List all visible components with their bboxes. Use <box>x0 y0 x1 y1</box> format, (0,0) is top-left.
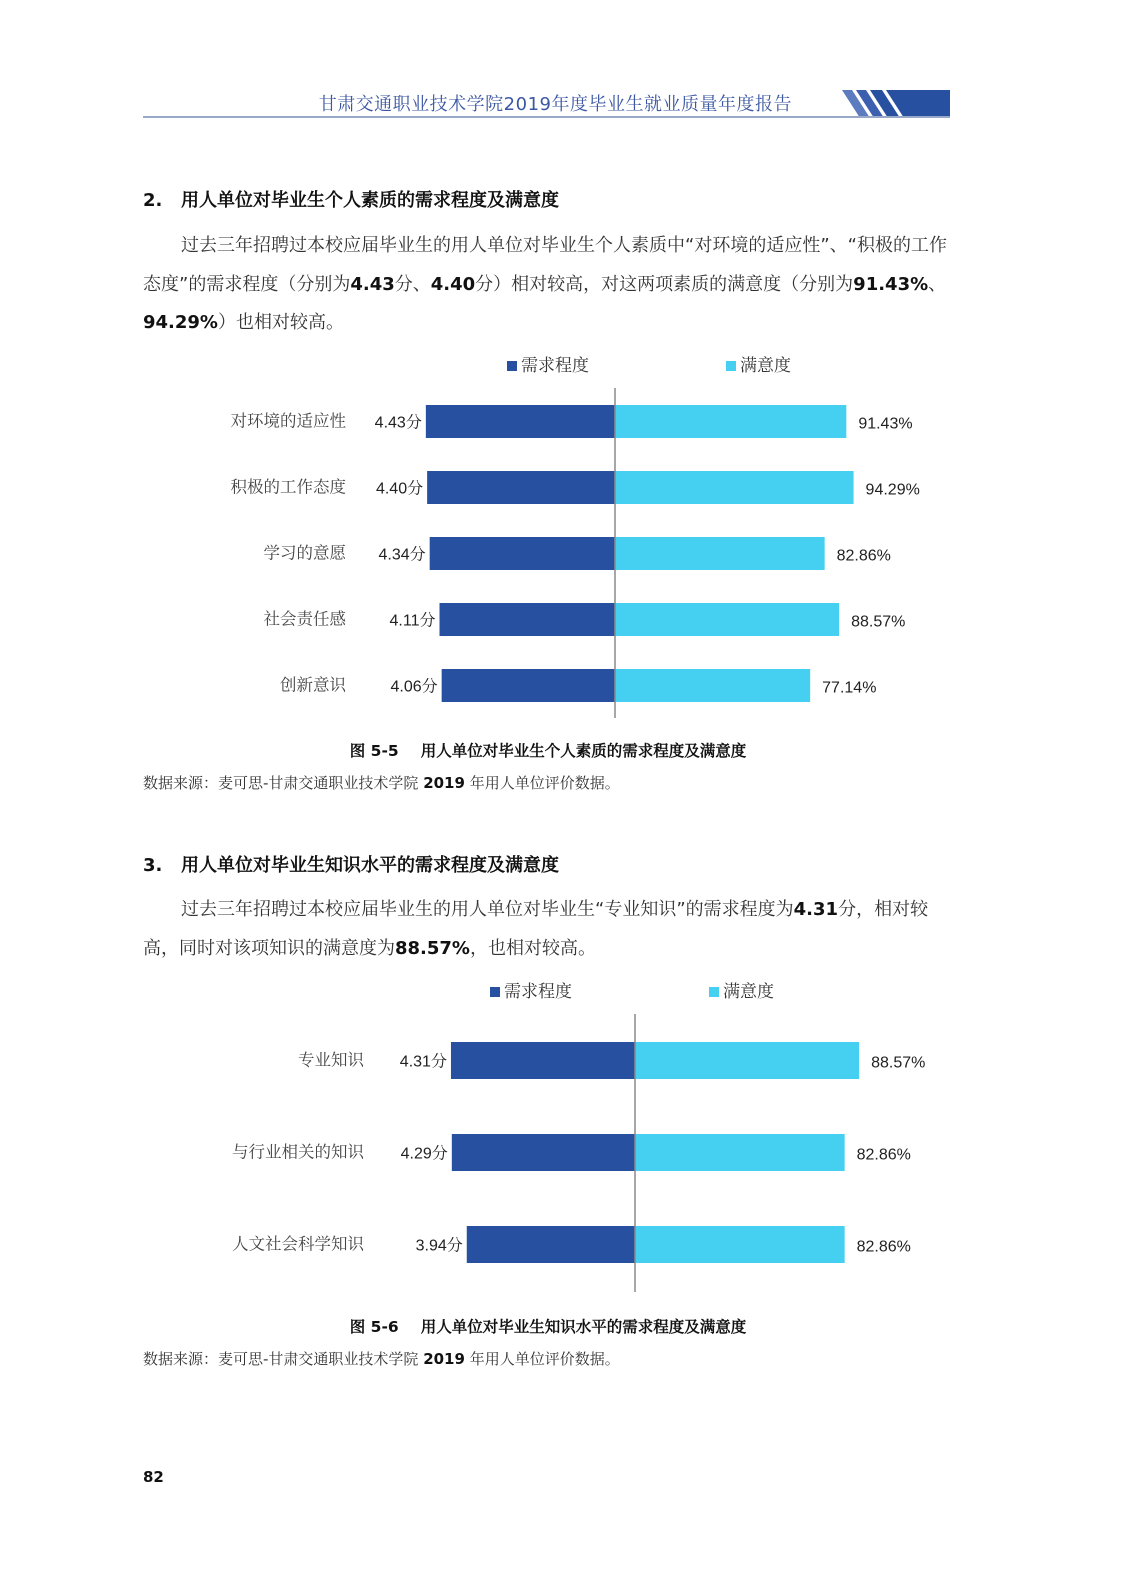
satisfaction-bar <box>615 603 839 636</box>
demand-bar <box>440 603 615 636</box>
text-run: 年用人单位评价数据。 <box>464 1350 620 1368</box>
satisfaction-bar <box>635 1042 859 1079</box>
paragraph-text <box>143 891 953 968</box>
satisfaction-bar <box>615 471 854 504</box>
bold-value: 4.31 <box>793 899 839 920</box>
bold-value: 2019 <box>423 774 465 792</box>
legend-label-satisfaction: 满意度 <box>740 356 791 376</box>
section-title-text: 用人单位对毕业生知识水平的需求程度及满意度 <box>181 855 559 876</box>
text-run: 数据来源：麦可思-甘肃交通职业技术学院 <box>143 774 424 792</box>
figure-caption-text: 用人单位对毕业生个人素质的需求程度及满意度 <box>420 742 747 760</box>
section-title-2 <box>143 186 559 212</box>
satisfaction-value-label: 88.57% <box>851 613 906 631</box>
demand-value-label: 4.29分 <box>400 1145 448 1163</box>
legend-swatch-satisfaction <box>709 987 719 997</box>
satisfaction-value-label: 82.86% <box>856 1238 911 1256</box>
section-number: 3. <box>143 855 163 876</box>
satisfaction-value-label: 94.29% <box>865 481 920 499</box>
data-source-5-5 <box>143 772 620 793</box>
satisfaction-value-label: 77.14% <box>822 679 877 697</box>
demand-value-label: 4.06分 <box>390 678 438 696</box>
demand-bar <box>467 1226 635 1263</box>
satisfaction-bar <box>635 1134 845 1171</box>
category-label: 社会责任感 <box>263 609 346 629</box>
figure-caption-text: 用人单位对毕业生知识水平的需求程度及满意度 <box>420 1318 747 1336</box>
demand-bar <box>442 669 615 702</box>
page-header <box>143 84 950 118</box>
category-label: 对环境的适应性 <box>230 411 346 431</box>
satisfaction-value-label: 82.86% <box>836 547 891 565</box>
demand-bar <box>430 537 615 570</box>
demand-value-label: 3.94分 <box>415 1237 463 1255</box>
figure-caption-5-5 <box>143 739 953 761</box>
paragraph-text <box>143 227 953 343</box>
bold-value: 2019 <box>423 1350 465 1368</box>
bold-value: 4.40 <box>430 273 476 295</box>
page-number: 82 <box>143 1468 164 1486</box>
text-run: ，也相对较高。 <box>469 937 596 959</box>
category-label: 与行业相关的知识 <box>232 1142 364 1162</box>
satisfaction-bar <box>615 669 810 702</box>
demand-bar <box>451 1042 635 1079</box>
category-label: 积极的工作态度 <box>230 477 346 497</box>
chart-5-5 <box>143 350 953 725</box>
text-run: 分）相对较高，对这两项素质的满意度（分别为 <box>475 273 854 295</box>
chart-5-6 <box>143 976 953 1296</box>
chart-5-6-svg <box>143 976 953 1296</box>
text-run: 数据来源：麦可思-甘肃交通职业技术学院 <box>143 1350 424 1368</box>
category-label: 专业知识 <box>298 1050 364 1070</box>
figure-number: 图 5-5 <box>349 742 399 760</box>
text-run: 年用人单位评价数据。 <box>464 774 620 792</box>
demand-value-label: 4.31分 <box>399 1053 447 1071</box>
satisfaction-value-label: 91.43% <box>858 415 913 433</box>
legend-swatch-demand <box>507 361 517 371</box>
section-number: 2. <box>143 190 163 211</box>
bold-value: 4.43 <box>350 273 395 295</box>
demand-value-label: 4.43分 <box>374 414 422 432</box>
paragraph-section-2 <box>143 227 953 343</box>
text-run: 分、 <box>394 273 431 295</box>
text-run: ）也相对较高。 <box>217 312 344 333</box>
bold-value: 94.29% <box>143 312 218 333</box>
text-run: 过去三年招聘过本校应届毕业生的用人单位对毕业生“专业知识”的需求程度为 <box>181 899 794 920</box>
satisfaction-value-label: 88.57% <box>871 1054 926 1072</box>
category-label: 学习的意愿 <box>263 543 346 563</box>
satisfaction-bar <box>615 537 825 570</box>
figure-caption-5-6 <box>143 1315 953 1337</box>
demand-value-label: 4.34分 <box>378 546 426 564</box>
chart-5-5-svg <box>143 350 953 725</box>
section-title-text: 用人单位对毕业生个人素质的需求程度及满意度 <box>181 190 559 211</box>
demand-value-label: 4.11分 <box>389 612 436 630</box>
category-label: 人文社会科学知识 <box>232 1234 364 1254</box>
legend-label-satisfaction: 满意度 <box>723 982 774 1002</box>
bold-value: 91.43% <box>853 273 929 295</box>
legend-swatch-demand <box>490 987 500 997</box>
legend-label-demand: 需求程度 <box>521 356 589 376</box>
header-stripes-decoration <box>842 90 950 118</box>
text-run: 分，相对较高，同时对该项知识的满意度为 <box>143 899 929 959</box>
demand-bar <box>426 405 615 438</box>
legend-label-demand: 需求程度 <box>504 982 572 1002</box>
category-label: 创新意识 <box>280 675 346 695</box>
text-run: 、 <box>928 273 947 295</box>
satisfaction-bar <box>635 1226 845 1263</box>
figure-number: 图 5-6 <box>349 1318 399 1336</box>
paragraph-section-3 <box>143 891 953 968</box>
bold-value: 88.57% <box>395 937 470 959</box>
data-source-5-6 <box>143 1348 620 1369</box>
text-run: 过去三年招聘过本校应届毕业生的用人单位对毕业生个人素质中“对环境的适应性”、“积极的工作态度”的需求程度（分别为 <box>143 235 947 295</box>
demand-bar <box>452 1134 635 1171</box>
demand-value-label: 4.40分 <box>375 480 424 498</box>
satisfaction-bar <box>615 405 846 438</box>
satisfaction-value-label: 82.86% <box>856 1146 911 1164</box>
section-title-3 <box>143 851 559 877</box>
header-title: 甘肃交通职业技术学院2019年度毕业生就业质量年度报告 <box>318 94 792 115</box>
header-rule <box>143 116 950 118</box>
demand-bar <box>427 471 615 504</box>
legend-swatch-satisfaction <box>726 361 736 371</box>
